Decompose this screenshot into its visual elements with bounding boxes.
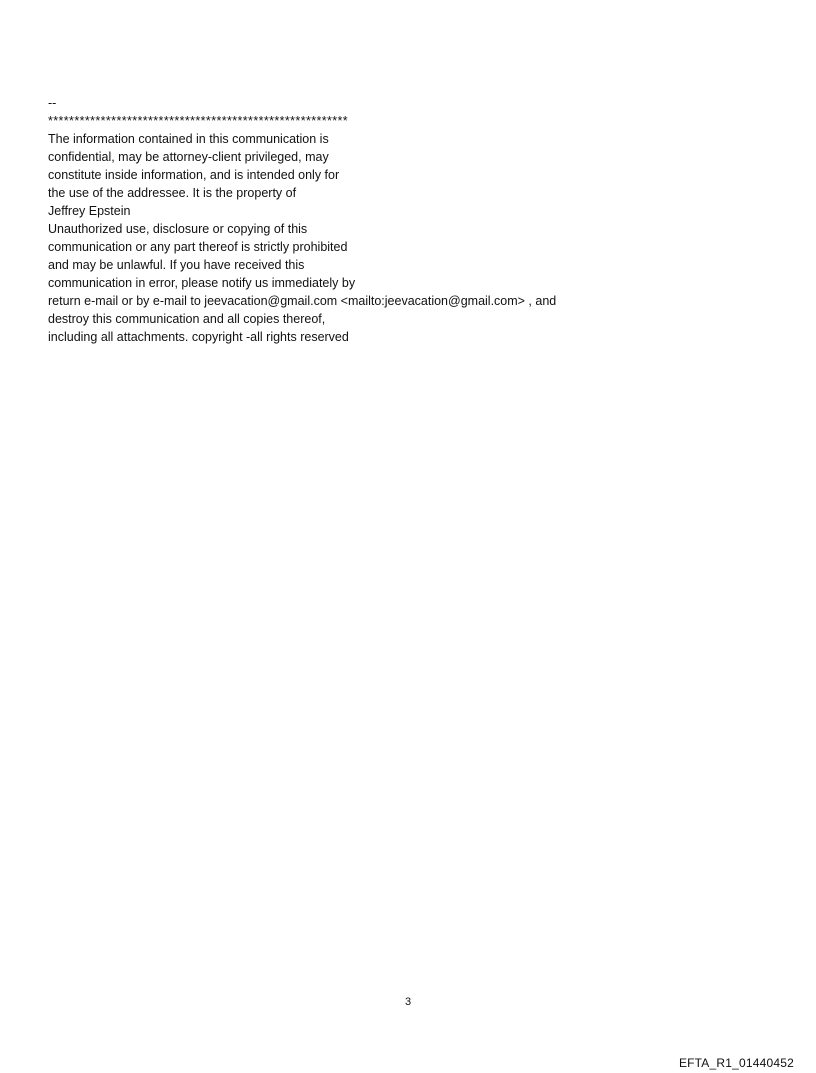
- disclaimer-line: the use of the addressee. It is the property of: [48, 186, 297, 200]
- disclaimer-line: destroy this communication and all copies thereof,: [48, 312, 326, 326]
- disclaimer-line: communication or any part thereof is strictly prohibited: [48, 240, 348, 254]
- page-number: 3: [404, 996, 412, 1008]
- disclaimer-line: constitute inside information, and is intended only for: [48, 168, 340, 182]
- disclaimer-line: Unauthorized use, disclosure or copying of this: [48, 222, 308, 236]
- disclaimer-line: including all attachments. copyright -all rights reserved: [48, 330, 349, 344]
- disclaimer-owner-line: Jeffrey Epstein: [48, 204, 131, 218]
- bates-number: EFTA_R1_01440452: [678, 1056, 794, 1070]
- disclaimer-line: confidential, may be attorney-client privileged, may: [48, 150, 329, 164]
- disclaimer-email-line: return e-mail or by e-mail to jeevacation@gmail.com <mailto:jeevacation@gmail.com> , and: [48, 294, 557, 308]
- asterisk-divider: *********************************************************: [48, 114, 349, 128]
- disclaimer-line: The information contained in this communication is: [48, 132, 329, 146]
- disclaimer-line: and may be unlawful. If you have received this: [48, 258, 305, 272]
- signature-separator: --: [48, 96, 57, 110]
- disclaimer-line: communication in error, please notify us immediately by: [48, 276, 356, 290]
- email-disclaimer: [48, 94, 788, 346]
